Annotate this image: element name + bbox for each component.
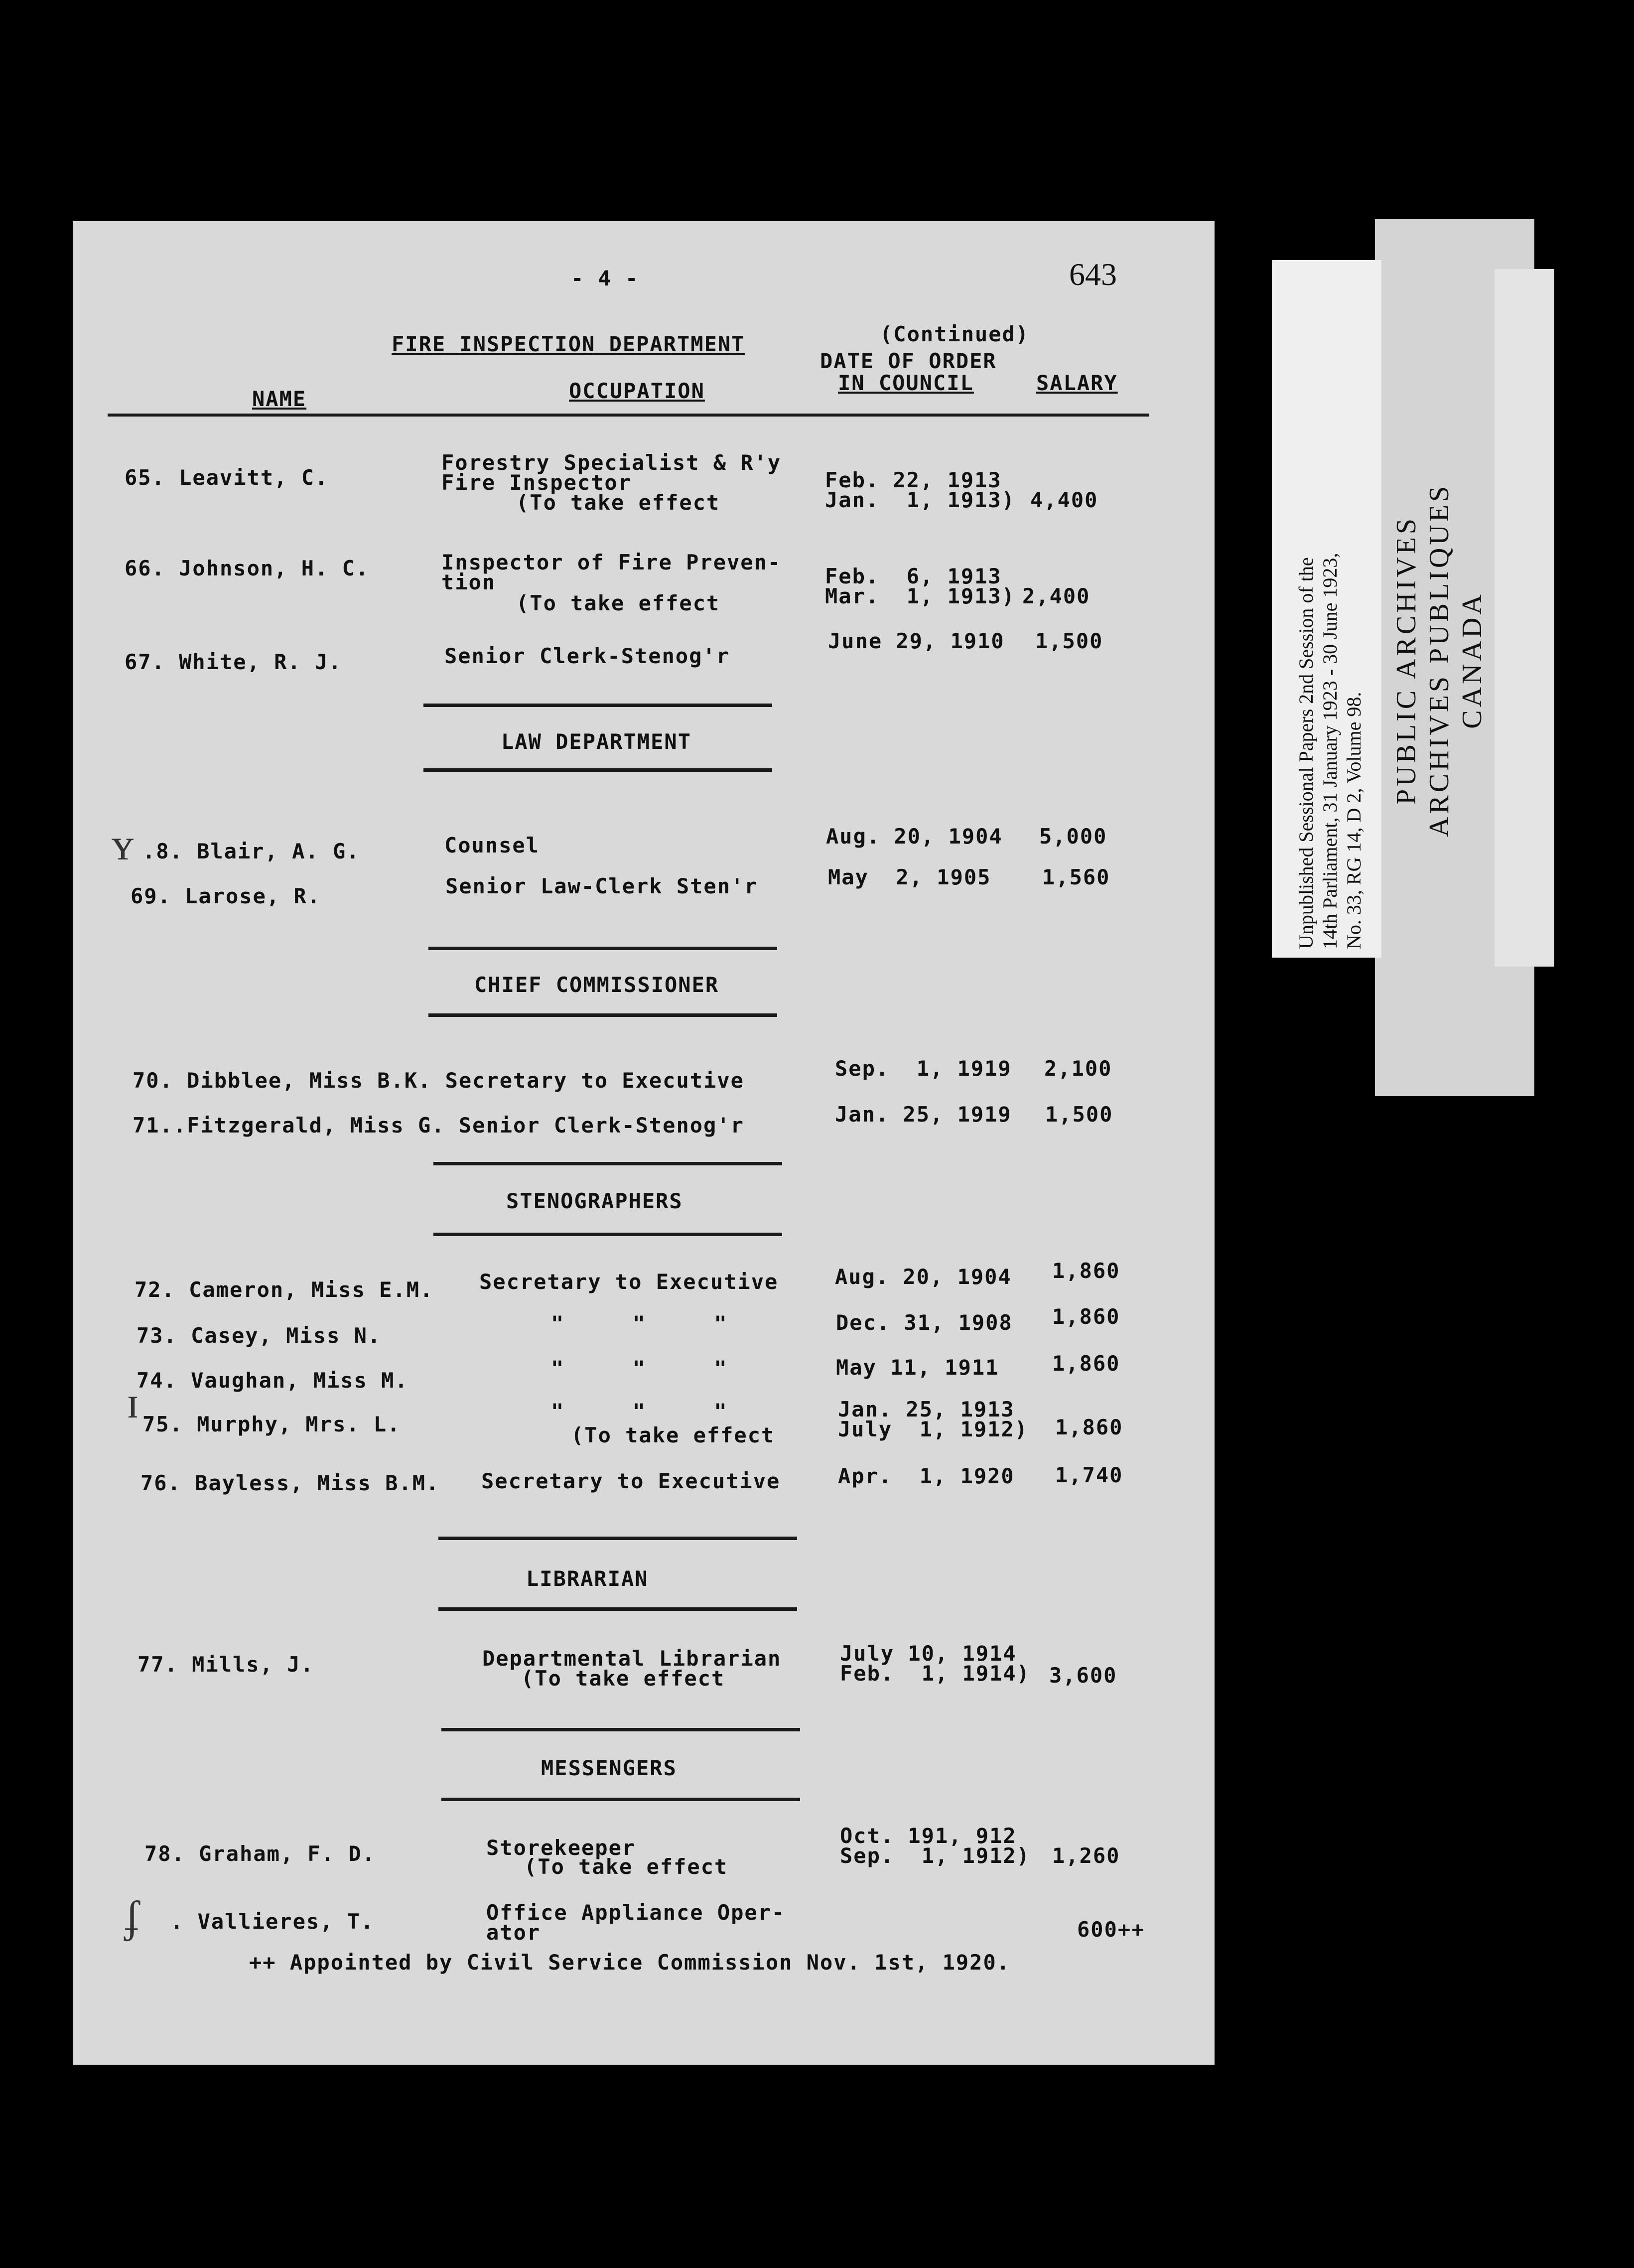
row-name: 65. Leavitt, C.: [125, 465, 329, 490]
header-rule: [108, 414, 1149, 417]
stamp-line-1: PUBLIC ARCHIVES: [1391, 515, 1422, 805]
row-occupation: Secretary to Executive: [479, 1270, 779, 1294]
row-salary: 2,100: [1044, 1056, 1112, 1081]
section-heading-messengers: MESSENGERS: [541, 1756, 677, 1780]
col-header-salary: SALARY: [1036, 371, 1118, 395]
col-header-date-1: DATE OF ORDER: [820, 349, 997, 373]
section-rule: [428, 947, 777, 950]
section-heading-steno: STENOGRAPHERS: [506, 1189, 683, 1213]
row-date: Dec. 31, 1908: [836, 1310, 1013, 1335]
department-title: FIRE INSPECTION DEPARTMENT: [392, 332, 745, 356]
row-name: 76. Bayless, Miss B.M.: [140, 1471, 440, 1495]
col-header-occupation: OCCUPATION: [569, 379, 705, 403]
row-salary: 600++: [1077, 1917, 1145, 1942]
row-salary: 1,500: [1035, 629, 1103, 653]
row-occupation: " " ": [551, 1356, 728, 1381]
row-date: Aug. 20, 1904: [835, 1265, 1012, 1289]
row-occupation-cont: ator: [486, 1920, 541, 1945]
row-name: 66. Johnson, H. C.: [125, 556, 370, 580]
archive-label: [1294, 553, 1366, 949]
row-date-effect: Mar. 1, 1913): [825, 584, 1016, 608]
page-number-center: - 4 -: [571, 266, 639, 290]
row-occupation: Senior Clerk-Stenog'r: [444, 644, 730, 668]
col-header-name: NAME: [252, 387, 307, 411]
row-name: 73. Casey, Miss N.: [136, 1323, 382, 1348]
row-date: May 2, 1905: [828, 865, 991, 889]
row-salary: 2,400: [1022, 584, 1090, 608]
row-occupation: Departmental Librarian: [482, 1646, 782, 1671]
row-effect-note: (To take effect: [521, 1666, 725, 1691]
row-salary: 1,260: [1052, 1843, 1120, 1868]
row-effect-note: (To take effect: [571, 1423, 775, 1447]
stamp-line-2: ARCHIVES PUBLIQUES: [1424, 483, 1455, 837]
row-salary: 1,500: [1045, 1102, 1113, 1127]
row-salary: 1,860: [1052, 1351, 1120, 1376]
section-rule: [438, 1537, 797, 1540]
archive-label-line-2: 14th Parliament, 31 January 1923 - 30 June 1923,: [1319, 553, 1341, 949]
section-heading-law: LAW DEPARTMENT: [501, 729, 692, 754]
footnote: ++ Appointed by Civil Service Commission Nov. 1st, 1920.: [249, 1950, 1011, 1975]
row-salary: 1,740: [1055, 1463, 1123, 1487]
row-date: Sep. 1, 1919: [835, 1056, 1012, 1081]
row-date: Feb. 22, 1913: [825, 468, 1002, 492]
row-name: 70. Dibblee, Miss B.K. Secretary to Executive: [133, 1068, 744, 1093]
margin-mark: ɪ: [127, 1378, 139, 1427]
row-occupation: Inspector of Fire Preven-: [441, 550, 782, 574]
section-heading-librarian: LIBRARIAN: [526, 1566, 649, 1591]
section-rule: [423, 704, 772, 707]
row-date-effect: Feb. 1, 1914): [840, 1661, 1031, 1686]
margin-mark: ʏ: [112, 820, 134, 869]
row-date: July 10, 1914: [840, 1641, 1017, 1666]
row-date: Jan. 25, 1919: [835, 1102, 1012, 1127]
row-date: Aug. 20, 1904: [826, 824, 1003, 849]
section-rule: [438, 1607, 797, 1611]
row-occupation: " " ": [551, 1311, 728, 1336]
row-date-effect: Jan. 1, 1913): [825, 488, 1016, 512]
row-salary: 1,860: [1052, 1304, 1120, 1329]
section-rule: [441, 1798, 800, 1801]
archive-label-line-1: Unpublished Sessional Papers 2nd Session of the: [1295, 557, 1317, 949]
page-number-right: 643: [1069, 257, 1117, 292]
row-salary: 5,000: [1039, 824, 1107, 849]
row-name: 69. Larose, R.: [131, 884, 321, 908]
margin-mark: ʄ: [125, 1892, 139, 1942]
row-occupation: Counsel: [444, 833, 540, 857]
row-name: 72. Cameron, Miss E.M.: [135, 1277, 434, 1302]
section-rule: [433, 1162, 782, 1165]
row-occupation: Office Appliance Oper-: [486, 1900, 786, 1925]
row-salary: 4,400: [1030, 488, 1098, 512]
row-name: 75. Murphy, Mrs. L.: [142, 1412, 401, 1436]
row-date: June 29, 1910: [828, 629, 1005, 653]
row-name: 71..Fitzgerald, Miss G. Senior Clerk-Stenog'r: [133, 1113, 744, 1137]
row-occupation: Secretary to Executive: [481, 1469, 781, 1493]
row-occupation: " " ": [551, 1399, 728, 1423]
document-page: [73, 221, 1215, 2065]
row-effect-note: (To take effect: [524, 1854, 728, 1879]
row-effect-note: (To take effect: [516, 591, 720, 615]
section-rule: [428, 1013, 777, 1017]
section-rule: [441, 1728, 800, 1731]
row-salary: 3,600: [1049, 1663, 1117, 1688]
row-date: Feb. 6, 1913: [825, 564, 1002, 588]
archive-label-line-3: No. 33, RG 14, D 2, Volume 98.: [1343, 692, 1365, 949]
row-salary: 1,560: [1042, 865, 1110, 889]
row-salary: 1,860: [1055, 1415, 1123, 1439]
row-name: .8. Blair, A. G.: [142, 839, 360, 863]
row-occupation-cont: Fire Inspector: [441, 470, 632, 495]
row-name: 77. Mills, J.: [137, 1652, 314, 1677]
section-heading-chief: CHIEF COMMISSIONER: [474, 973, 719, 997]
row-date: May 11, 1911: [836, 1355, 999, 1380]
archive-backing-strip-2: [1495, 269, 1554, 967]
archives-stamp: [1390, 483, 1489, 837]
row-name: 78. Graham, F. D.: [144, 1842, 376, 1866]
stamp-line-3: CANADA: [1457, 591, 1488, 729]
row-occupation: Senior Law-Clerk Sten'r: [445, 874, 758, 898]
row-salary: 1,860: [1052, 1259, 1120, 1283]
row-date-effect: July 1, 1912): [838, 1417, 1029, 1441]
section-rule: [433, 1233, 782, 1236]
row-occupation-cont: tion: [441, 570, 496, 594]
row-name: 67. White, R. J.: [125, 650, 342, 674]
row-date: Jan. 25, 1913: [838, 1397, 1015, 1421]
row-name: . Vallieres, T.: [170, 1909, 375, 1934]
row-name: 74. Vaughan, Miss M.: [136, 1368, 408, 1393]
row-occupation: Storekeeper: [486, 1836, 636, 1860]
row-date: Oct. 191, 912: [840, 1824, 1017, 1848]
row-date-effect: Sep. 1, 1912): [840, 1843, 1031, 1868]
row-date: Apr. 1, 1920: [838, 1464, 1015, 1488]
section-rule: [423, 768, 772, 772]
row-occupation: Forestry Specialist & R'y: [441, 450, 782, 475]
col-header-date-2: IN COUNCIL: [838, 371, 974, 395]
row-effect-note: (To take effect: [516, 490, 720, 515]
continued-label: (Continued): [880, 322, 1030, 346]
